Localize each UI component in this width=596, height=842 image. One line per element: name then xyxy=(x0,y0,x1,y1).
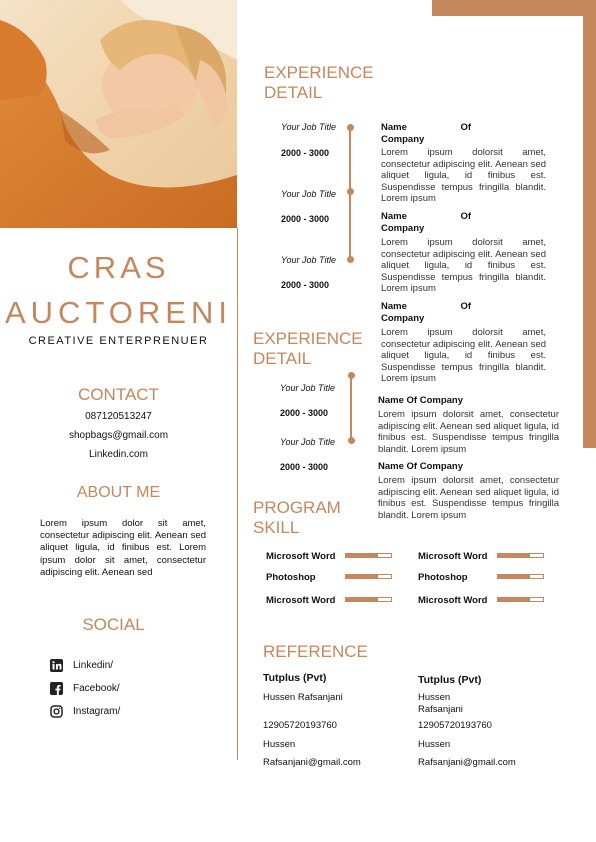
accent-frame-right xyxy=(583,0,596,448)
social-instagram[interactable] xyxy=(50,703,120,719)
entry-dates: 2000 - 3000 xyxy=(281,214,330,224)
entry-job-title: Your Job Title xyxy=(281,122,336,132)
contact-link[interactable]: Linkedin.com xyxy=(89,449,148,460)
entry-company xyxy=(381,122,471,145)
heading-line: EXPERIENCE xyxy=(264,63,374,82)
accent-frame-top xyxy=(432,0,596,16)
company-word: Of xyxy=(460,122,471,133)
reference-name: Hussen Rafsanjani xyxy=(418,692,463,715)
profile-photo xyxy=(0,0,237,228)
skill-bar xyxy=(497,574,544,579)
heading-line: PROGRAM xyxy=(253,498,341,517)
entry-dates: 2000 - 3000 xyxy=(281,148,330,158)
entry-company: Name Of Company xyxy=(378,395,463,406)
reference-phone: 12905720193760 xyxy=(263,720,337,731)
column-divider xyxy=(237,228,238,760)
timeline-dot xyxy=(348,437,355,444)
reference-name: Hussen Rafsanjani xyxy=(263,692,343,703)
social-facebook[interactable] xyxy=(50,680,120,696)
entry-job-title: Your Job Title xyxy=(280,383,335,393)
skill-label: Microsoft Word xyxy=(266,551,336,562)
facebook-icon xyxy=(50,682,63,695)
last-name: AUCTORENI xyxy=(4,295,232,330)
skill-bar-fill xyxy=(498,598,530,601)
company-word: Of xyxy=(460,301,471,312)
skill-bar-fill xyxy=(498,575,530,578)
skill-label: Photoshop xyxy=(418,572,468,583)
heading-line: DETAIL xyxy=(264,83,323,102)
heading-line: EXPERIENCE xyxy=(253,329,363,348)
skill-bar-fill xyxy=(346,575,378,578)
company-word: Of xyxy=(460,211,471,222)
about-text: Lorem ipsum dolor sit amet, consectetur adipiscing elit. Aenean sed aliquet ligula, id finibus est. Lorem ipsum dolor sit amet, consectetur adipiscing elit. Aenean sed xyxy=(40,518,206,578)
timeline-dot xyxy=(347,188,354,195)
social-label: Linkedin/ xyxy=(73,659,114,671)
company-word: Company xyxy=(381,222,425,234)
skill-label: Photoshop xyxy=(266,572,316,583)
skill-bar-fill xyxy=(346,598,378,601)
reference-email-user: Hussen xyxy=(418,739,451,750)
heading-line: SKILL xyxy=(253,518,300,537)
instagram-icon xyxy=(50,705,63,718)
entry-description: Lorem ipsum dolorsit amet, consectetur adipiscing elit. Aenean sed aliquet ligula, id finibus est. Suspendisse tempus fringilla blandit. Lorem ipsum xyxy=(381,327,546,384)
reference-heading: REFERENCE xyxy=(263,642,368,661)
linkedin-icon xyxy=(50,659,63,672)
skill-bar xyxy=(345,574,392,579)
entry-dates: 2000 - 3000 xyxy=(281,280,330,290)
timeline-line xyxy=(350,377,352,440)
skill-label: Microsoft Word xyxy=(418,551,488,562)
reference-email-user: Hussen xyxy=(263,739,296,750)
skill-label: Microsoft Word xyxy=(266,595,336,606)
skill-bar xyxy=(497,553,544,558)
entry-dates: 2000 - 3000 xyxy=(280,462,329,472)
company-word: Company xyxy=(381,133,425,145)
reference-company: Tutplus (Pvt) xyxy=(418,674,482,686)
contact-phone: 087120513247 xyxy=(85,411,152,422)
skill-bar xyxy=(345,597,392,602)
entry-description: Lorem ipsum dolorsit amet, consectetur adipiscing elit. Aenean sed aliquet ligula, id finibus est. Suspendisse tempus fringilla blandit. Lorem ipsum xyxy=(381,147,546,204)
reference-email[interactable]: Rafsanjani@gmail.com xyxy=(263,757,361,768)
entry-job-title: Your Job Title xyxy=(281,189,336,199)
entry-job-title: Your Job Title xyxy=(280,437,335,447)
skill-bar xyxy=(497,597,544,602)
about-heading: ABOUT ME xyxy=(76,484,161,501)
social-heading: SOCIAL xyxy=(82,615,145,634)
timeline-dot xyxy=(348,372,355,379)
social-label: Facebook/ xyxy=(73,682,120,694)
timeline-dot xyxy=(347,124,354,131)
experience-heading xyxy=(264,63,374,103)
company-word: Name xyxy=(381,122,407,133)
company-word: Name xyxy=(381,211,407,222)
entry-company xyxy=(381,301,471,324)
social-linkedin[interactable] xyxy=(50,657,113,673)
heading-line: DETAIL xyxy=(253,349,312,368)
social-label: Instagram/ xyxy=(73,705,121,717)
reference-email[interactable]: Rafsanjani@gmail.com xyxy=(418,757,516,768)
job-title: CREATIVE ENTERPRENUER xyxy=(28,335,209,347)
contact-heading: CONTACT xyxy=(78,385,159,404)
entry-company: Name Of Company xyxy=(378,461,463,472)
entry-description: Lorem ipsum dolorsit amet, consectetur adipiscing elit. Aenean sed aliquet ligula, id finibus est. Suspendisse tempus fringilla blandit. Lorem ipsum xyxy=(378,475,559,521)
entry-company xyxy=(381,211,471,234)
skill-label: Microsoft Word xyxy=(418,595,488,606)
skill-heading xyxy=(253,498,341,538)
skill-bar xyxy=(345,553,392,558)
skill-bar-fill xyxy=(498,554,530,557)
reference-company: Tutplus (Pvt) xyxy=(263,672,327,684)
entry-description: Lorem ipsum dolorsit amet, consectetur adipiscing elit. Aenean sed aliquet ligula, id finibus est. Suspendisse tempus fringilla blandit. Lorem ipsum xyxy=(381,237,546,294)
entry-dates: 2000 - 3000 xyxy=(280,408,329,418)
company-word: Name xyxy=(381,301,407,312)
reference-phone: 12905720193760 xyxy=(418,720,492,731)
contact-email[interactable]: shopbags@gmail.com xyxy=(68,430,169,441)
experience-heading xyxy=(253,329,363,369)
company-word: Company xyxy=(381,312,425,324)
timeline-dot xyxy=(347,256,354,263)
first-name: CRAS xyxy=(67,250,170,285)
skill-bar-fill xyxy=(346,554,378,557)
entry-job-title: Your Job Title xyxy=(281,255,336,265)
entry-description: Lorem ipsum dolorsit amet, consectetur adipiscing elit. Aenean sed aliquet ligula, id finibus est. Suspendisse tempus fringilla blandit. Lorem ipsum xyxy=(378,409,559,455)
